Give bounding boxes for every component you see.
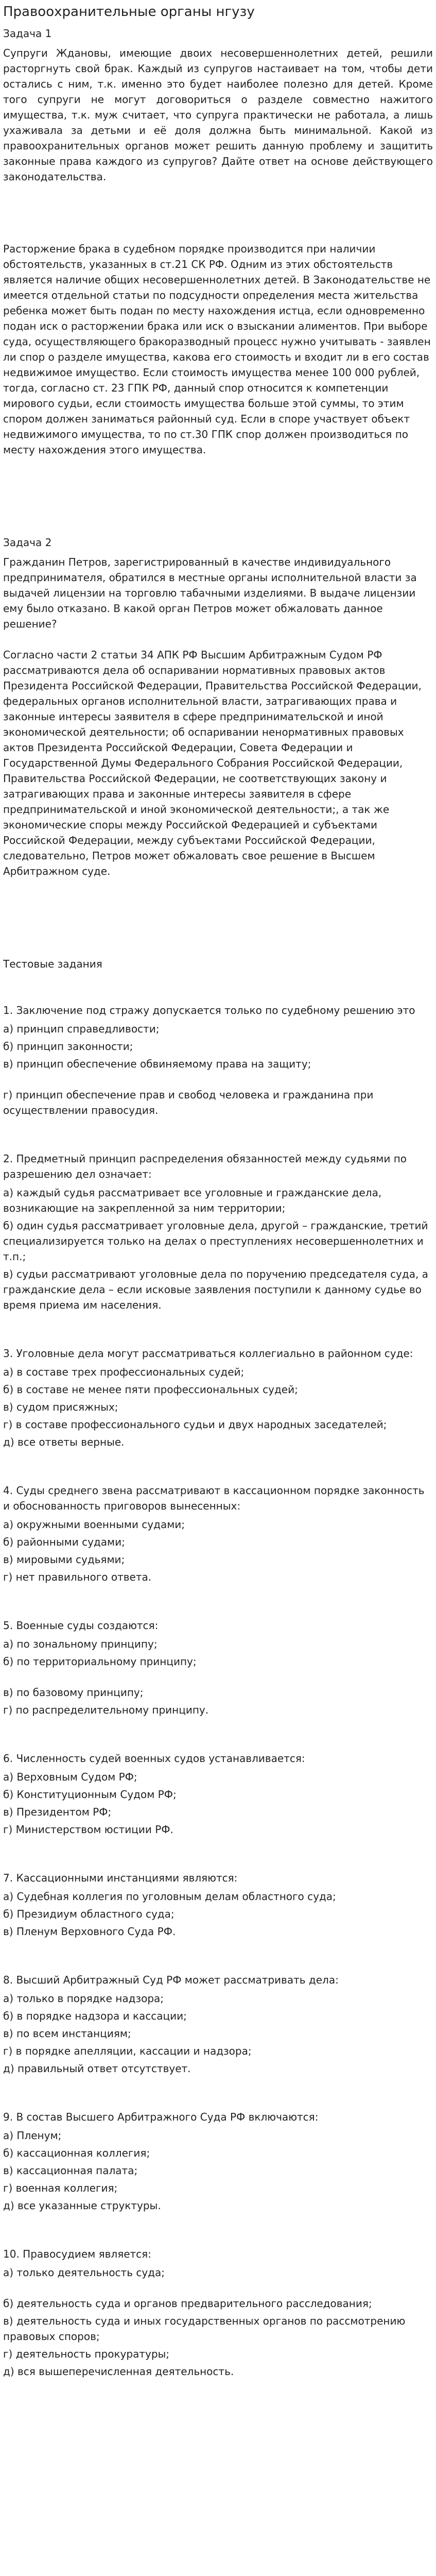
test-question — [3, 1618, 433, 1718]
answer-option: д) все ответы верные. — [3, 1436, 125, 1448]
tests-heading: Тестовые задания — [3, 958, 102, 970]
answer-option: г) Министерством юстиции РФ. — [3, 1823, 173, 1836]
answer-option: г) принцип обеспечение прав и свобод человека и гражданина при осуществлении правосудия. — [3, 1089, 374, 1116]
answer-option: г) по распределительному принципу. — [3, 1704, 209, 1716]
answer-option: б) принцип законности; — [3, 1040, 133, 1053]
test-question — [3, 1346, 433, 1450]
answer-option: в) мировыми судьями; — [3, 1553, 125, 1566]
answer-option: в) Президентом РФ; — [3, 1806, 112, 1818]
answer-option: б) в составе не менее пяти профессиональных судей; — [3, 1383, 298, 1396]
answer-option: в) по всем инстанциям; — [3, 2027, 131, 2040]
questions-list — [3, 1003, 433, 2379]
answer-option: в) деятельность суда и иных государственных органов по рассмотрению правовых споров; — [3, 2315, 406, 2343]
answer-option: а) Судебная коллегия по уголовным делам областного суда; — [3, 1890, 336, 1903]
answer-option: в) Пленум Верховного Суда РФ. — [3, 1925, 176, 1938]
question-text: 4. Суды среднего звена рассматривают в кассационном порядке законность и обоснованность приговоров вынесенных: — [3, 1484, 425, 1512]
answer-option: в) принцип обеспечение обвиняемому права на защиту; — [3, 1058, 311, 1070]
question-text: 6. Численность судей военных судов устанавливается: — [3, 1752, 305, 1765]
test-question — [3, 1870, 433, 1939]
task-2-label: Задача 2 — [3, 536, 52, 549]
answer-option: а) по зональному принципу; — [3, 1638, 158, 1650]
task-2 — [3, 535, 433, 879]
answer-option: б) по территориальному принципу; — [3, 1655, 197, 1668]
question-text: 8. Высший Арбитражный Суд РФ может рассматривать дела: — [3, 1974, 339, 1986]
answer-option: б) кассационная коллегия; — [3, 2147, 150, 2159]
test-question — [3, 1151, 433, 1313]
answer-option: б) Конституционным Судом РФ; — [3, 1788, 177, 1801]
answer-option: г) деятельность прокуратуры; — [3, 2348, 170, 2360]
answer-option: а) Пленум; — [3, 2129, 62, 2142]
test-question — [3, 2246, 433, 2379]
test-question — [3, 1003, 433, 1118]
task-2-answer: Согласно части 2 статьи 34 АПК РФ Высшим Арбитражным Судом РФ рассматриваются дела об оспаривании нормативных правовых актов Президента Российской Федерации, Правительства Российской Федерации, федеральных органов исполнительной власти, затрагивающих права и законные интересы заявителя в сфере предпринимательской и иной экономической деятельности; об оспаривании ненормативных правовых актов Президента Российской Федерации, Совета Федерации и Государственной Думы Федерального Собрания Российской Федерации, Правительства Российской Федерации, не соответствующих закону и затрагивающих права и законные интересы заявителя в сфере предпринимательской и иной экономической деятельности;, а так же экономические споры между Российской Федерацией и субъектами Российской Федерации, между субъектами Российской Федерации, следовательно, Петров может обжаловать свое решение в Высшем Арбитражном суде. — [3, 649, 422, 877]
answer-option: в) судом присяжных; — [3, 1401, 118, 1413]
answer-option: г) в порядке апелляции, кассации и надзора; — [3, 2045, 252, 2057]
answer-option: а) в составе трех профессиональных судей; — [3, 1366, 245, 1378]
answer-option: г) в составе профессионального судьи и двух народных заседателей; — [3, 1418, 387, 1431]
test-question — [3, 1751, 433, 1837]
answer-option: б) Президиум областного суда; — [3, 1908, 175, 1920]
question-text: 1. Заключение под стражу допускается только по судебному решению это — [3, 1004, 415, 1016]
answer-option: в) по базовому принципу; — [3, 1686, 144, 1699]
answer-option: б) районными судами; — [3, 1536, 125, 1548]
answer-option: а) только в порядке надзора; — [3, 1992, 164, 2005]
test-question — [3, 2109, 433, 2213]
answer-option: б) один судья рассматривает уголовные дела, другой – гражданские, третий специализируется только на делах о преступлениях несовершеннолетних и т.п.; — [3, 1219, 428, 1263]
answer-option: д) правильный ответ отсутствует. — [3, 2062, 191, 2075]
answer-option: в) кассационная палата; — [3, 2164, 138, 2177]
task-1 — [3, 26, 433, 457]
task-2-question: Гражданин Петров, зарегистрированный в качестве индивидуального предпринимателя, обратился в местные органы исполнительной власти за выдачей лицензии на торговлю табачными изделиями. В выдаче лицензии ему было отказано. В какой орган Петров может обжаловать данное решение? — [3, 556, 417, 630]
answer-option: а) только деятельность суда; — [3, 2266, 165, 2279]
answer-option: а) Верховным Судом РФ; — [3, 1771, 137, 1783]
task-1-label: Задача 1 — [3, 27, 52, 40]
tests-section — [3, 956, 433, 2379]
answer-option: а) принцип справедливости; — [3, 1023, 160, 1035]
question-text: 9. В состав Высшего Арбитражного Суда РФ включаются: — [3, 2111, 319, 2123]
answer-option: а) окружными военными судами; — [3, 1518, 185, 1531]
question-text: 10. Правосудием является: — [3, 2248, 151, 2260]
answer-option: д) все указанные структуры. — [3, 2199, 161, 2212]
answer-option: б) деятельность суда и органов предварительного расследования; — [3, 2297, 372, 2310]
question-text: 5. Военные суды создаются: — [3, 1619, 159, 1632]
task-1-answer: Расторжение брака в судебном порядке производится при наличии обстоятельств, указанных в ст.21 СК РФ. Одним из этих обстоятельств является наличие общих несовершеннолетних детей. В Законодательстве не имеется отдельной статьи по подсудности определения места жительства ребенка может быть подан по месту нахождения истца, если одновременно подан иск о расторжении брака или иск о взыскании алиментов. При выборе суда, осуществляющего бракоразводный процесс нужно учитывать - заявлен ли спор о разделе имущества, какова его стоимость и входит ли в его состав недвижимое имущество. Если стоимость имущества менее 100 000 рублей, тогда, согласно ст. 23 ГПК РФ, данный спор относится к компетенции мирового судьи, если стоимость имущества больше этой суммы, то этим спором должен заниматься районный суд. Если в споре участвует объект недвижимого имущества, то по ст.30 ГПК спор должен производиться по месту нахождения этого имущества. — [3, 243, 431, 456]
task-1-question: Супруги Ждановы, имеющие двоих несовершеннолетних детей, решили расторгнуть свой брак. Каждый из супругов настаивает на том, чтобы дети остались с ним, т.к. именно это будет наиболее полезно для детей. Кроме того супруги не могут договориться о разделе совместно нажитого имущества, т.к. муж считает, что супруга практически не работала, а лишь ухаживала за детьми и её доля должна быть минимальной. Какой из правоохранительных органов может решить данную проблему и защитить законные права каждого из супругов? Дайте ответ на основе действующего законодательства. — [3, 47, 433, 183]
question-text: 3. Уголовные дела могут рассматриваться коллегиально в районном суде: — [3, 1347, 413, 1360]
question-text: 7. Кассационными инстанциями являются: — [3, 1872, 238, 1884]
test-question — [3, 1483, 433, 1585]
question-text: 2. Предметный принцип распределения обязанностей между судьями по разрешению дел означает: — [3, 1153, 407, 1180]
answer-option: д) вся вышеперечисленная деятельность. — [3, 2365, 234, 2378]
answer-option: а) каждый судья рассматривает все уголовные и гражданские дела, возникающие на закрепленной за ним территории; — [3, 1187, 382, 1214]
document-title: Правоохранительные органы нгузу — [3, 4, 255, 20]
test-question — [3, 1972, 433, 2076]
answer-option: в) судьи рассматривают уголовные дела по поручению председателя суда, а гражданские дела – если исковые заявления поступили к данному судье во время приема им населения. — [3, 1268, 428, 1311]
answer-option: г) нет правильного ответа. — [3, 1571, 152, 1583]
answer-option: г) военная коллегия; — [3, 2182, 118, 2194]
answer-option: б) в порядке надзора и кассации; — [3, 2010, 187, 2022]
